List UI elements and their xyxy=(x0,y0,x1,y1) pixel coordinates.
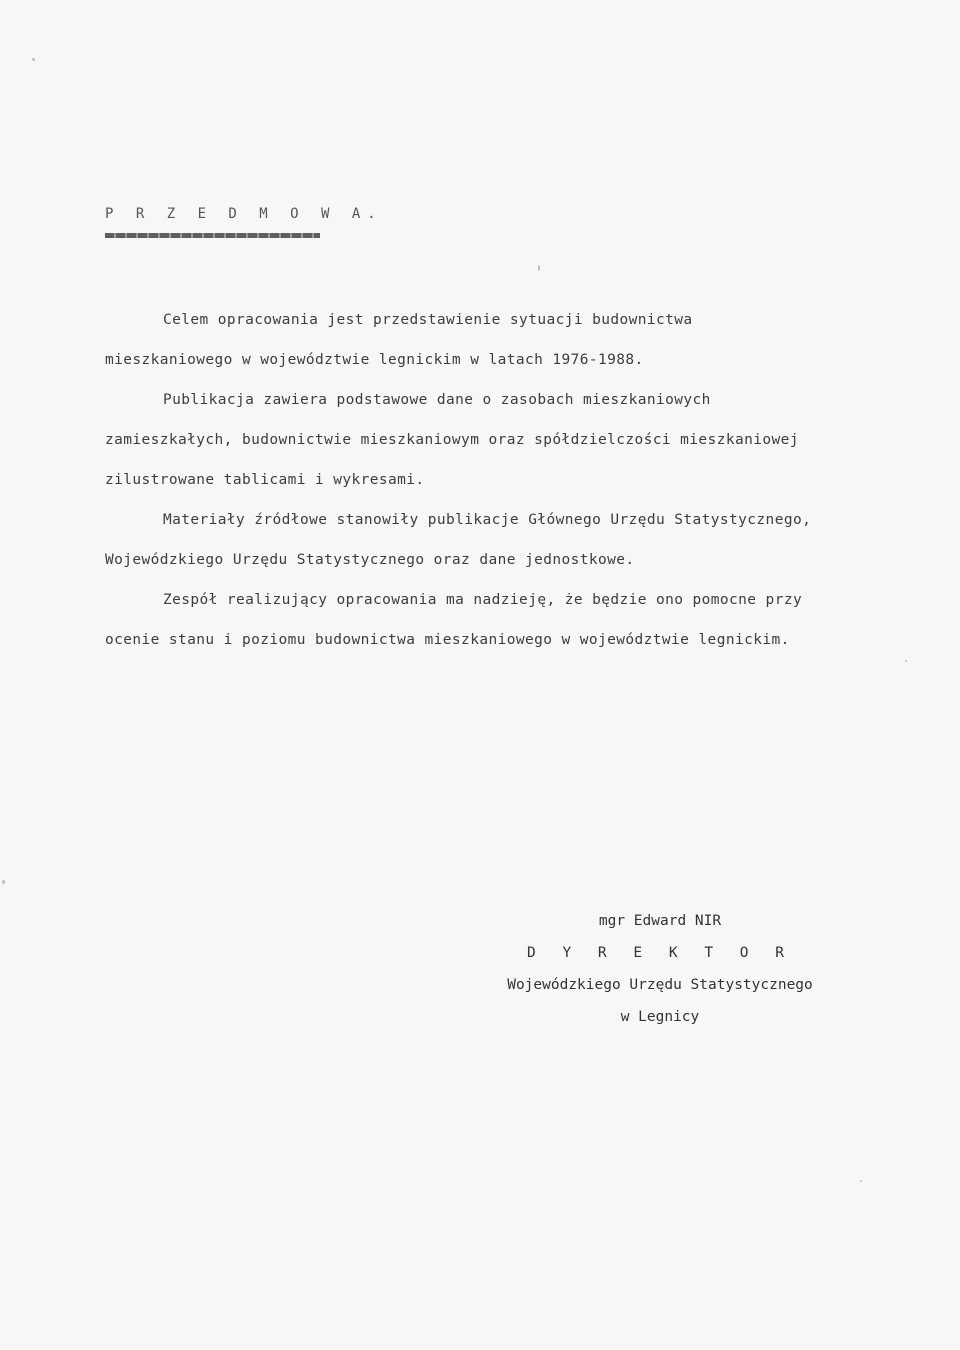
signature-institution: Wojewódzkiego Urzędu Statystycznego xyxy=(507,977,813,993)
paragraph-2: Publikacja zawiera podstawowe dane o zasobach mieszkaniowych zamieszkałych, budownictwie mieszkaniowym oraz spółdzielczości mieszkaniowej zilustrowane tablicami i wykresami. xyxy=(105,392,799,488)
title-underline xyxy=(105,233,320,238)
signature-name: mgr Edward NIR xyxy=(598,913,722,929)
paragraph-1: Celem opracowania jest przedstawienie sytuacji budownictwa mieszkaniowego w województwie legnickim w latach 1976-1988. xyxy=(105,312,693,368)
signature-position: D Y R E K T O R xyxy=(527,945,793,961)
paper-speck xyxy=(905,660,907,662)
signature-location: w Legnicy xyxy=(620,1009,700,1025)
paragraph-4: Zespół realizujący opracowania ma nadzieję, że będzie ono pomocne przy ocenie stanu i poziomu budownictwa mieszkaniowego w województwie legnickim. xyxy=(105,592,803,648)
paper-speck xyxy=(2,880,5,884)
paper-speck xyxy=(538,265,540,271)
document-body xyxy=(105,300,825,660)
signature-block xyxy=(430,905,890,1033)
paper-speck xyxy=(860,1180,862,1182)
page-title: P R Z E D M O W A. xyxy=(105,206,383,222)
paper-speck xyxy=(32,58,35,61)
paragraph-3: Materiały źródłowe stanowiły publikacje Głównego Urzędu Statystycznego, Wojewódzkiego Urzędu Statystycznego oraz dane jednostkowe. xyxy=(105,512,812,568)
